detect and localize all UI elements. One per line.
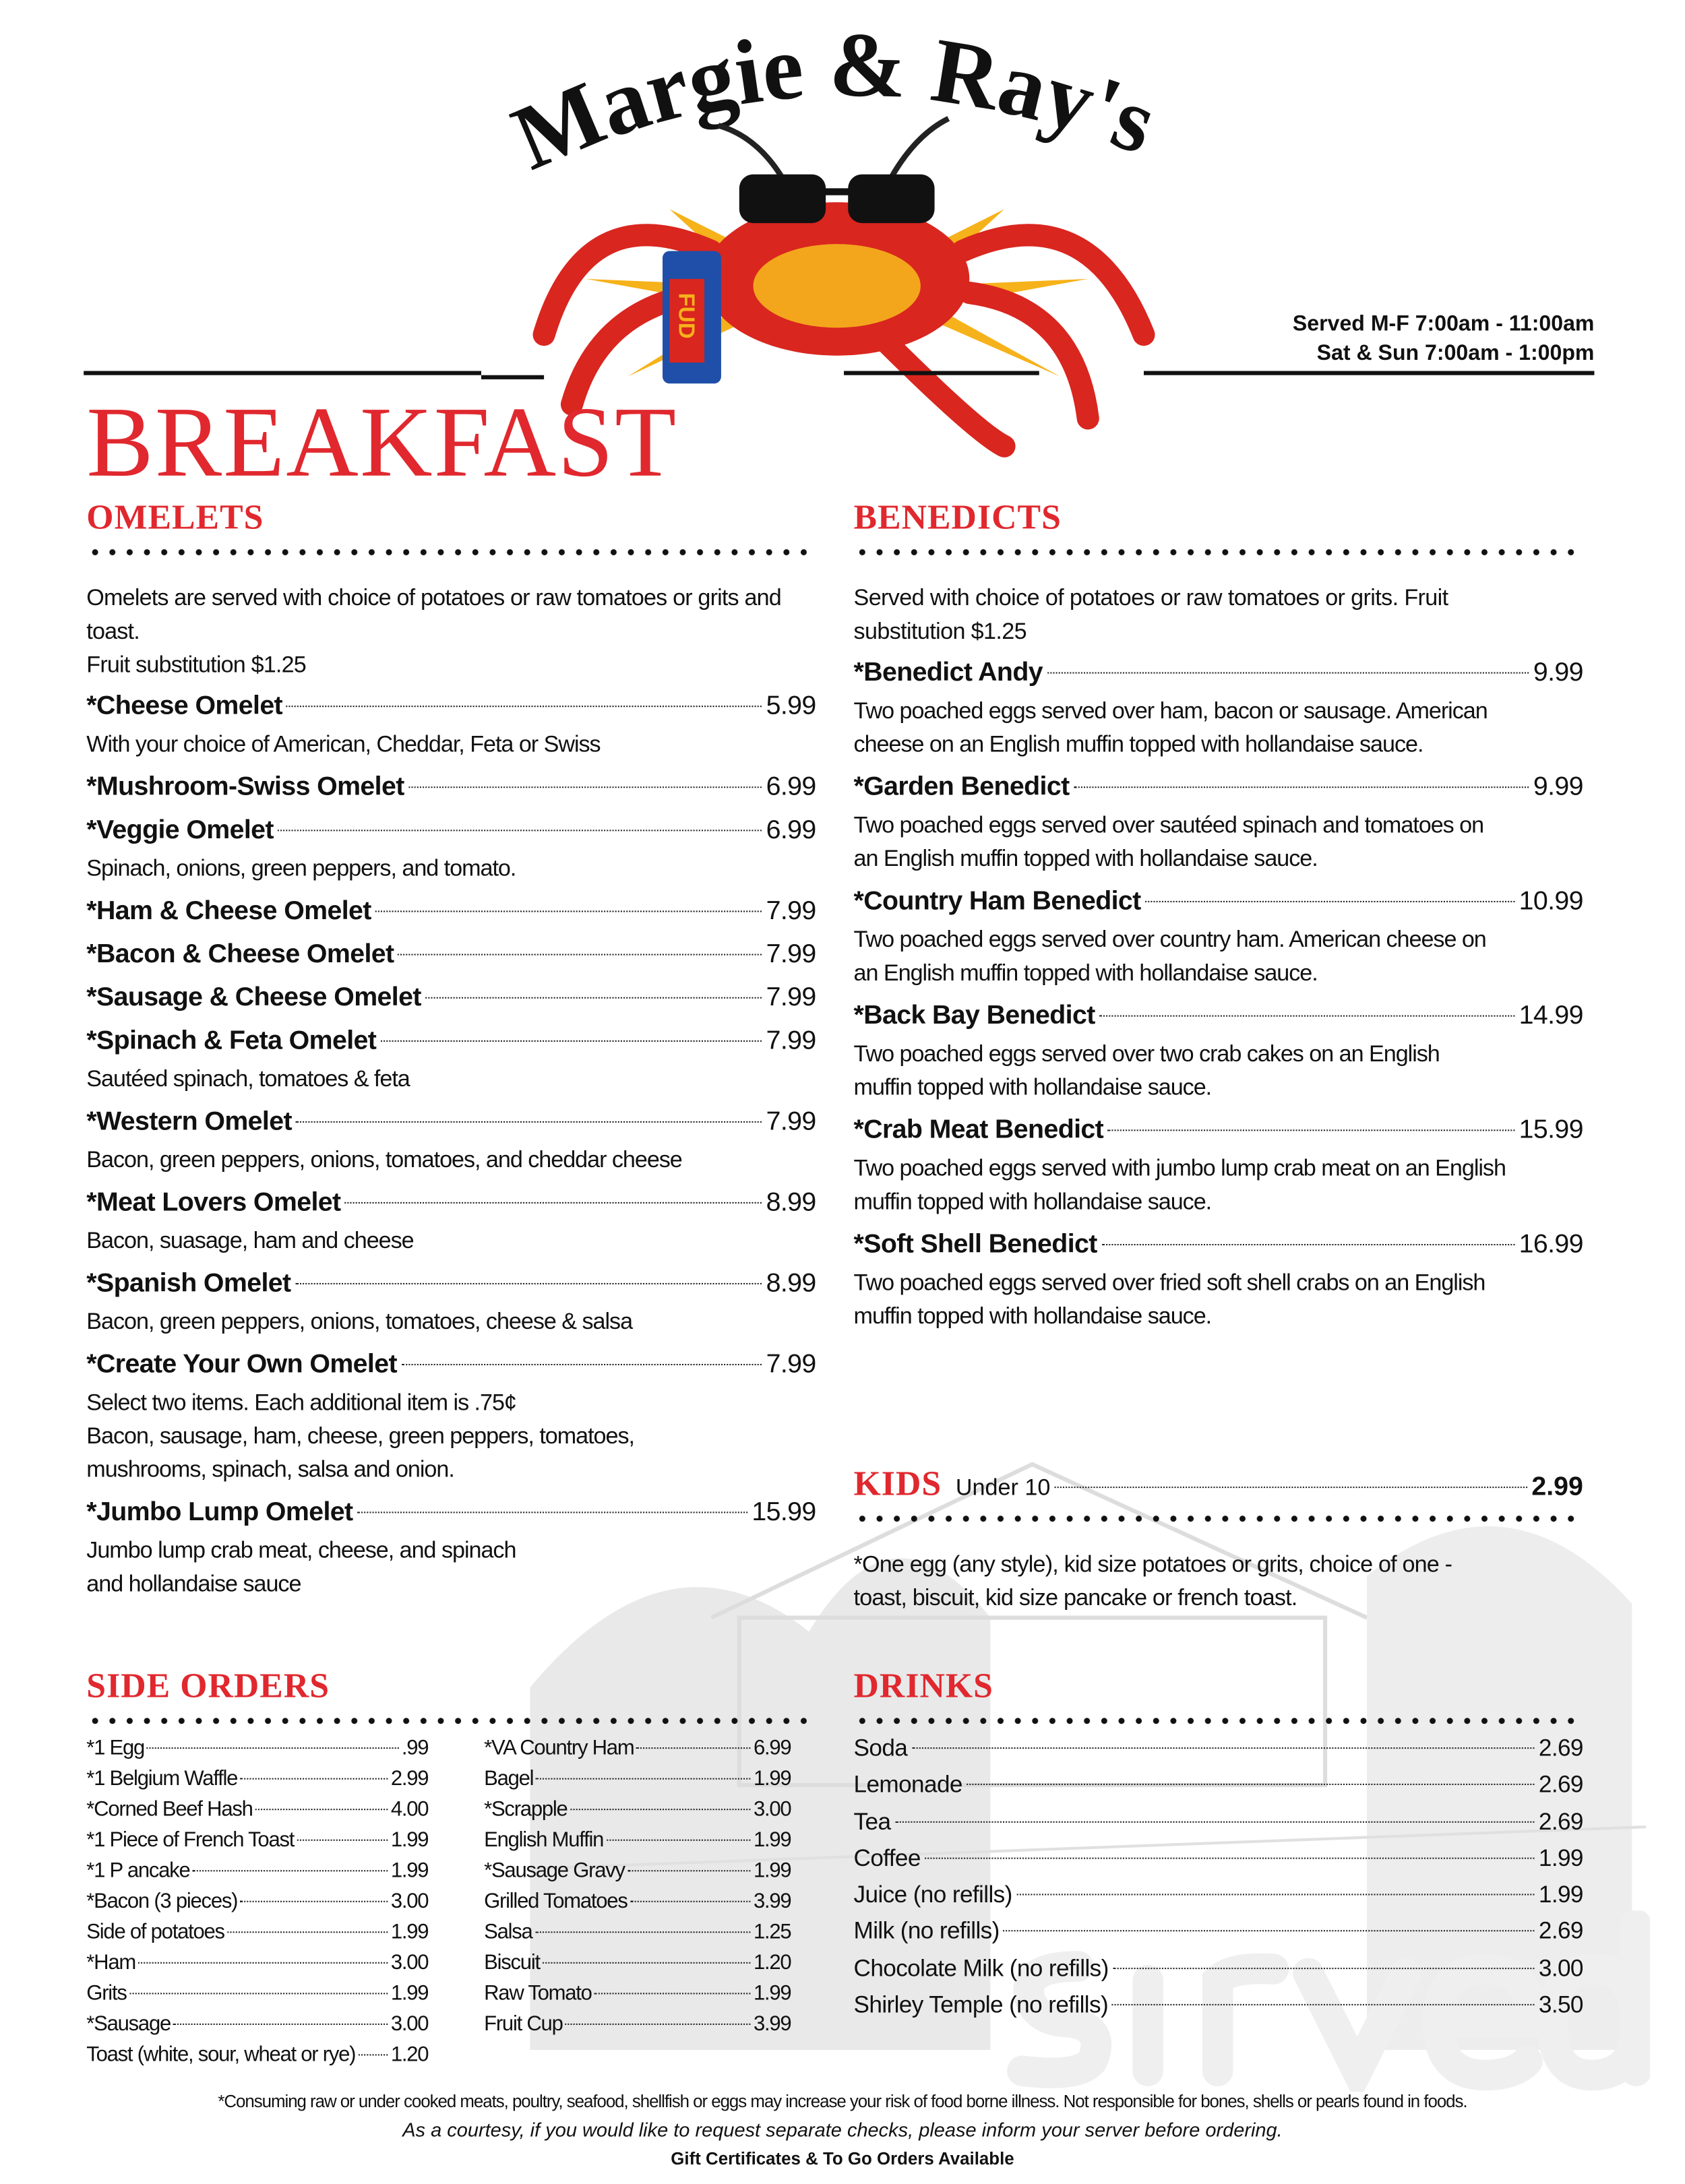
item-price: 1.99 — [390, 1859, 429, 1883]
dot-leader — [1113, 1968, 1535, 1969]
dot-leader — [1004, 1931, 1535, 1932]
menu-item — [86, 933, 816, 976]
menu-item — [86, 1733, 428, 1764]
menu-item — [86, 1764, 428, 1795]
dot-leader — [425, 997, 762, 999]
item-name: *Meat Lovers Omelet — [86, 1188, 341, 1218]
menu-item — [86, 1343, 816, 1386]
item-price: 1.99 — [390, 1981, 429, 2005]
menu-item — [854, 1987, 1583, 2024]
item-name: *1 Egg — [86, 1736, 145, 1760]
hours-weekend: Sat & Sun 7:00am - 1:00pm — [1316, 342, 1595, 366]
kids-desc — [854, 1548, 1583, 1615]
divider — [481, 375, 544, 379]
desc-line: toast, biscuit, kid size pancake or french toast. — [853, 1586, 1297, 1611]
item-price: 1.99 — [390, 1828, 429, 1852]
desc-line: mushrooms, spinach, salsa and onion. — [86, 1457, 454, 1483]
menu-item — [854, 995, 1583, 1038]
item-name: Grits — [86, 1981, 127, 2005]
desc-line: Two poached eggs served over sautéed spinach and tomatoes on — [853, 813, 1484, 838]
item-name: Biscuit — [484, 1951, 540, 1975]
item-list — [86, 685, 816, 1601]
menu-item — [484, 1857, 791, 1887]
dot-leader — [543, 1962, 751, 1964]
menu-item — [854, 1804, 1583, 1840]
item-name: Chocolate Milk (no refills) — [853, 1954, 1109, 1982]
item-name: Coffee — [853, 1844, 921, 1872]
menu-item — [86, 1262, 816, 1305]
desc-line: Two poached eggs served over country ham. American cheese on — [853, 927, 1486, 953]
dot-leader — [380, 1040, 762, 1042]
menu-item — [86, 1795, 428, 1826]
desc-line: Two poached eggs served over two crab cakes on an English — [853, 1041, 1440, 1067]
dot-leader — [627, 1870, 751, 1871]
footer-courtesy: As a courtesy, if you would like to request separate checks, please inform your server before ordering. — [402, 2118, 1283, 2141]
item-name: *Back Bay Benedict — [853, 1001, 1095, 1031]
item-name: *Western Omelet — [86, 1107, 292, 1137]
menu-item — [854, 1223, 1583, 1266]
item-name: *Soft Shell Benedict — [853, 1230, 1097, 1259]
desc-line: muffin topped with hollandaise sauce. — [853, 1075, 1212, 1100]
desc-line: Bacon, green peppers, onions, tomatoes, cheese & salsa — [86, 1309, 633, 1335]
kids-price: 2.99 — [1531, 1472, 1583, 1502]
kids-item — [854, 1464, 1583, 1506]
dot-leader — [565, 2024, 751, 2025]
dot-leader — [375, 910, 762, 912]
item-price: 1.99 — [1538, 1844, 1583, 1872]
item-description — [86, 1305, 816, 1339]
item-price: 7.99 — [766, 982, 816, 1013]
item-description — [86, 1224, 816, 1258]
dot-leader — [138, 1962, 388, 1964]
menu-item — [484, 1764, 791, 1795]
desc-line: cheese on an English muffin topped with hollandaise sauce. — [853, 732, 1423, 757]
dot-leader — [357, 1511, 747, 1513]
item-name: *VA Country Ham — [484, 1736, 634, 1760]
dot-leader — [895, 1821, 1535, 1822]
item-name: *Bacon & Cheese Omelet — [86, 939, 394, 970]
item-price: 1.20 — [753, 1951, 791, 1975]
item-name: *1 Piece of French Toast — [86, 1828, 295, 1852]
menu-item — [854, 1841, 1583, 1877]
item-name: Salsa — [484, 1920, 532, 1944]
item-price: 7.99 — [766, 1107, 816, 1137]
desc-line: and hollandaise sauce — [86, 1571, 301, 1597]
item-price: 2.69 — [1538, 1771, 1583, 1799]
dot-leader — [594, 1993, 751, 1994]
desc-line: an English muffin topped with hollandaise sauce. — [853, 960, 1318, 987]
item-price: 1.99 — [753, 1981, 791, 2005]
svg-text:Margie & Ray's — [499, 14, 1170, 189]
item-name: *Scrapple — [484, 1797, 568, 1821]
desc-line: Two poached eggs served over fried soft shell crabs on an English — [853, 1270, 1485, 1296]
restaurant-name: Margie & Ray's — [498, 13, 1170, 189]
item-list — [854, 651, 1583, 1333]
item-name: *Sausage Gravy — [484, 1859, 625, 1883]
dot-leader — [240, 1778, 388, 1780]
dot-leader — [1016, 1894, 1535, 1896]
section-intro — [86, 582, 816, 682]
dot-leader — [227, 1931, 388, 1933]
item-price: 7.99 — [766, 939, 816, 970]
item-name: Soda — [853, 1735, 908, 1761]
dotted-divider — [86, 548, 816, 556]
dot-leader — [295, 1283, 762, 1284]
item-description — [854, 1152, 1583, 1218]
cup-label: FUD — [673, 292, 699, 339]
item-price: 9.99 — [1533, 658, 1583, 688]
item-name: *Sausage & Cheese Omelet — [86, 982, 421, 1013]
item-name: Juice (no refills) — [853, 1881, 1012, 1908]
desc-line: an English muffin topped with hollandaise sauce. — [853, 846, 1318, 872]
item-name: *Garden Benedict — [853, 772, 1070, 802]
dot-leader — [240, 1901, 388, 1902]
menu-item — [854, 1877, 1583, 1914]
menu-item — [484, 1887, 791, 1918]
item-name: Toast (white, sour, wheat or rye) — [86, 2042, 356, 2067]
item-description — [854, 809, 1583, 875]
desc-line: Sautéed spinach, tomatoes & feta — [86, 1067, 410, 1092]
menu-item — [854, 1914, 1583, 1950]
item-price: 3.50 — [1538, 1991, 1583, 2018]
dot-leader — [535, 1931, 751, 1933]
item-name: *Corned Beef Hash — [86, 1797, 253, 1821]
menu-item — [484, 1948, 791, 1979]
dot-leader — [1112, 2004, 1534, 2005]
item-price: 6.99 — [766, 815, 816, 846]
hours-weekday: Served M-F 7:00am - 11:00am — [1292, 312, 1595, 336]
item-price: 14.99 — [1519, 1001, 1583, 1031]
desc-line: muffin topped with hollandaise sauce. — [853, 1303, 1212, 1330]
dot-leader — [296, 1121, 762, 1123]
dot-leader — [637, 1747, 751, 1749]
dot-leader — [1099, 1016, 1514, 1017]
desc-line: Two poached eggs served over ham, bacon or sausage. American — [853, 698, 1488, 724]
item-name: Side of potatoes — [86, 1920, 224, 1944]
desc-line: Bacon, suasage, ham and cheese — [86, 1228, 414, 1254]
item-price: 3.00 — [1538, 1954, 1583, 1982]
divider — [1144, 371, 1594, 375]
menu-item — [86, 1979, 428, 2010]
menu-item — [484, 1918, 791, 1949]
desc-line: Select two items. Each additional item is .75¢ — [86, 1390, 516, 1416]
item-price: .99 — [401, 1736, 429, 1760]
dot-leader — [173, 2024, 388, 2025]
desc-line: *One egg (any style), kid size potatoes or grits, choice of one - — [853, 1552, 1452, 1578]
desc-line: Jumbo lump crab meat, cheese, and spinach — [86, 1538, 516, 1563]
desc-line: Spinach, onions, green peppers, and tomato. — [86, 856, 516, 881]
item-price: 10.99 — [1519, 887, 1583, 916]
intro-line: Fruit substitution $1.25 — [86, 652, 306, 678]
footer-gift: Gift Certificates & To Go Orders Available — [671, 2149, 1014, 2169]
item-description — [86, 1144, 816, 1177]
dot-leader — [1145, 901, 1515, 902]
menu-item — [484, 1733, 791, 1764]
dot-leader — [630, 1901, 751, 1902]
divider — [844, 371, 1039, 375]
intro-line: Omelets are served with choice of potatoes or raw tomatoes or grits and toast. — [86, 586, 781, 645]
dot-leader — [286, 706, 762, 707]
item-name: *Ham & Cheese Omelet — [86, 896, 371, 927]
item-name: *1 P ancake — [86, 1859, 190, 1883]
item-price: 3.99 — [753, 2012, 791, 2036]
item-name: Milk (no refills) — [853, 1918, 1000, 1945]
item-price: 15.99 — [1519, 1115, 1583, 1146]
item-name: *Bacon (3 pieces) — [86, 1890, 238, 1914]
item-description — [854, 923, 1583, 990]
item-price: 1.99 — [390, 1920, 429, 1944]
menu-item — [484, 1826, 791, 1857]
section-title: BENEDICTS — [853, 499, 1062, 537]
item-name: Raw Tomato — [484, 1981, 592, 2005]
intro-line: Served with choice of potatoes or raw tomatoes or grits. Fruit — [853, 586, 1448, 611]
item-name: English Muffin — [484, 1828, 604, 1852]
item-price: 8.99 — [766, 1188, 816, 1218]
item-price: 8.99 — [766, 1269, 816, 1299]
dot-leader — [193, 1870, 388, 1871]
footer-disclaimer: *Consuming raw or under cooked meats, poultry, seafood, shellfish or eggs may increase your risk of food borne illness. Not responsible for bones, shells or pearls found in foods. — [218, 2092, 1467, 2112]
item-name: *Benedict Andy — [853, 658, 1043, 688]
menu-item — [86, 1100, 816, 1144]
menu-item — [854, 766, 1583, 809]
menu-item — [86, 976, 816, 1020]
item-name: *Mushroom-Swiss Omelet — [86, 772, 404, 802]
menu-item — [86, 809, 816, 852]
desc-line: muffin topped with hollandaise sauce. — [853, 1189, 1212, 1215]
dot-leader — [358, 2054, 388, 2055]
section-title: OMELETS — [86, 499, 264, 537]
page-title: BREAKFAST — [86, 386, 678, 498]
item-price: 7.99 — [766, 1026, 816, 1056]
hours — [1293, 309, 1595, 368]
item-name: *Create Your Own Omelet — [86, 1350, 397, 1379]
menu-item — [854, 1109, 1583, 1152]
item-list — [854, 1730, 1583, 2024]
intro-line: substitution $1.25 — [853, 619, 1027, 645]
item-name: Bagel — [484, 1767, 534, 1791]
item-price: 4.00 — [390, 1797, 429, 1821]
item-name: *Ham — [86, 1951, 135, 1975]
item-price: 2.99 — [390, 1767, 429, 1791]
menu-item — [86, 766, 816, 809]
menu-item — [86, 1887, 428, 1918]
item-price: 3.00 — [390, 1951, 429, 1975]
item-price: 1.99 — [753, 1767, 791, 1791]
item-price: 1.25 — [753, 1920, 791, 1944]
drinks-section — [854, 1666, 1583, 2024]
menu-item — [484, 1795, 791, 1826]
item-description — [854, 1038, 1583, 1104]
desc-line: Bacon, sausage, ham, cheese, green peppers, tomatoes, — [86, 1423, 634, 1449]
dot-leader — [278, 830, 762, 831]
item-name: *Crab Meat Benedict — [853, 1115, 1104, 1146]
dot-leader — [129, 1993, 388, 1994]
menu-item — [854, 1951, 1583, 1987]
benedicts-section — [854, 498, 1583, 1338]
item-price: 3.00 — [390, 1890, 429, 1914]
item-price: 1.99 — [753, 1828, 791, 1852]
dotted-divider — [86, 1717, 816, 1725]
item-price: 9.99 — [1533, 772, 1583, 802]
item-price: 3.99 — [753, 1890, 791, 1914]
divider — [84, 371, 481, 375]
menu-item — [86, 1491, 816, 1534]
item-description — [854, 695, 1583, 761]
menu-item — [86, 1020, 816, 1063]
item-name: *Spinach & Feta Omelet — [86, 1026, 377, 1056]
menu-item — [86, 890, 816, 933]
item-price: 6.99 — [753, 1736, 791, 1760]
section-title: KIDS — [853, 1466, 942, 1503]
item-name: *Country Ham Benedict — [853, 887, 1141, 916]
dotted-divider — [854, 1717, 1583, 1725]
item-price: 6.99 — [766, 772, 816, 802]
menu-item — [854, 1768, 1583, 1804]
menu-item — [86, 1826, 428, 1857]
dot-leader — [967, 1784, 1535, 1786]
dot-leader — [408, 786, 762, 788]
item-name: Tea — [853, 1808, 891, 1835]
menu-item — [854, 1730, 1583, 1767]
item-name: Grilled Tomatoes — [484, 1890, 627, 1914]
dot-leader — [1101, 1244, 1514, 1245]
item-price: 5.99 — [766, 691, 816, 721]
item-description — [854, 1266, 1583, 1333]
item-description — [86, 1534, 816, 1600]
item-name: *Spanish Omelet — [86, 1269, 291, 1299]
section-intro — [854, 582, 1583, 648]
dot-leader — [297, 1840, 388, 1841]
item-description — [86, 1063, 816, 1096]
item-name: *Sausage — [86, 2012, 171, 2036]
item-price: 16.99 — [1519, 1230, 1583, 1259]
menu-item — [484, 1979, 791, 2010]
item-name: *Cheese Omelet — [86, 691, 283, 721]
item-name: Shirley Temple (no refills) — [853, 1991, 1109, 2018]
kids-section — [854, 1464, 1583, 1618]
dot-leader — [570, 1809, 751, 1810]
dot-leader — [606, 1840, 751, 1841]
menu-item — [86, 685, 816, 728]
item-price: 2.69 — [1538, 1735, 1583, 1761]
menu-item — [854, 880, 1583, 923]
dotted-divider — [854, 548, 1583, 556]
item-description — [86, 1386, 816, 1487]
item-name: Fruit Cup — [484, 2012, 563, 2036]
menu-item — [86, 1948, 428, 1979]
item-price: 2.69 — [1538, 1918, 1583, 1945]
dot-leader — [911, 1747, 1534, 1749]
item-price: 3.00 — [390, 2012, 429, 2036]
dot-leader — [345, 1202, 762, 1204]
dotted-divider — [854, 1514, 1583, 1522]
item-list — [86, 1733, 428, 2071]
item-price: 7.99 — [766, 896, 816, 927]
item-list — [484, 1733, 791, 2071]
item-name: *1 Belgium Waffle — [86, 1767, 238, 1791]
dot-leader — [536, 1778, 750, 1780]
menu-item — [86, 1918, 428, 1949]
menu-item — [86, 2009, 428, 2040]
item-description — [86, 728, 816, 761]
dot-leader — [1074, 786, 1529, 788]
menu-item — [86, 1857, 428, 1887]
menu-item — [86, 1181, 816, 1224]
menu-item — [854, 651, 1583, 694]
item-price: 3.00 — [753, 1797, 791, 1821]
item-name: *Veggie Omelet — [86, 815, 274, 846]
dot-leader — [1107, 1129, 1514, 1131]
item-price: 1.99 — [753, 1859, 791, 1883]
omelets-section — [86, 498, 816, 1605]
dot-leader — [1047, 672, 1529, 673]
section-title: SIDE ORDERS — [86, 1668, 330, 1706]
item-price: 2.69 — [1538, 1808, 1583, 1835]
menu-item — [484, 2009, 791, 2040]
dot-leader — [255, 1809, 388, 1810]
item-price: 7.99 — [766, 1350, 816, 1379]
side-orders-section — [86, 1666, 816, 2071]
dot-leader — [401, 1364, 762, 1365]
item-price: 15.99 — [752, 1497, 816, 1528]
menu-item — [86, 2040, 428, 2071]
dot-leader — [925, 1857, 1535, 1859]
item-price: 1.99 — [1538, 1881, 1583, 1908]
dot-leader — [1055, 1487, 1528, 1488]
section-title: DRINKS — [853, 1668, 994, 1706]
dot-leader — [398, 954, 762, 956]
desc-line: With your choice of American, Cheddar, Feta or Swiss — [86, 732, 601, 757]
dot-leader — [147, 1747, 399, 1749]
item-name: *Jumbo Lump Omelet — [86, 1497, 353, 1528]
item-description — [86, 852, 816, 885]
desc-line: Bacon, green peppers, onions, tomatoes, and cheddar cheese — [86, 1148, 682, 1173]
kids-age-label: Under 10 — [955, 1475, 1051, 1501]
item-price: 1.20 — [390, 2042, 429, 2067]
desc-line: Two poached eggs served with jumbo lump crab meat on an English — [853, 1156, 1506, 1181]
item-name: Lemonade — [853, 1771, 962, 1799]
